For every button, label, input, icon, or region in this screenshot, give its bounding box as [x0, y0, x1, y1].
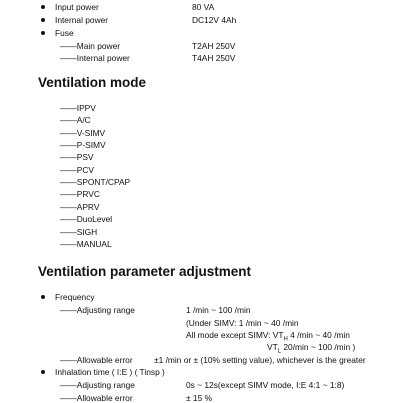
ventilation-mode-item: ——APRV — [60, 201, 100, 212]
ventilation-mode-heading: Ventilation mode — [38, 75, 147, 90]
spec-value: 80 VA — [192, 2, 215, 12]
bullet-icon — [41, 18, 45, 22]
spec-value: DC12V 4Ah — [192, 15, 237, 25]
fuse-label: ——Internal power — [60, 53, 130, 63]
frequency-range-vtl: $VT_L$ 20/min ~ 100 /min ) — [267, 342, 356, 355]
ventilation-mode-item: ——IPPV — [60, 103, 96, 113]
bullet-icon — [41, 370, 45, 374]
inhalation-label: Inhalation time ( I:E ) ( Tinsp ) — [55, 367, 165, 377]
bullet-icon — [41, 31, 45, 35]
ventilation-mode-item: ——DuoLevel — [60, 214, 113, 225]
ventilation-mode-item: ——MANUAL — [60, 238, 112, 249]
inhalation-error-label: ——Allowable error — [60, 393, 133, 403]
inhalation-range-value: 0s ~ 12s(except SIMV mode, I:E 4:1 ~ 1:8) — [186, 380, 345, 390]
frequency-range-label: ——Adjusting range — [60, 305, 135, 315]
frequency-label: Frequency — [55, 292, 95, 302]
ventilation-mode-item: ——SIGH — [60, 226, 98, 237]
bullet-icon — [41, 5, 45, 9]
inhalation-error-value: ± 15 % — [186, 393, 213, 403]
frequency-range-simv: (Under SIMV: 1 /min ~ 40 /min — [186, 318, 299, 328]
ventilation-mode-item: ——PCV — [60, 164, 94, 175]
inhalation-range-label: ——Adjusting range — [60, 380, 135, 390]
spec-label: Input power — [55, 2, 99, 12]
frequency-error-value: ±1 /min or ± (10% setting value), whichever is the greater — [154, 355, 366, 365]
frequency-range-vth: All mode except SIMV: $VT_H$ 4 /min ~ 40 /min — [186, 330, 350, 343]
bullet-icon — [41, 295, 45, 299]
fuse-value: T4AH 250V — [192, 53, 236, 63]
frequency-range-value: 1 /min ~ 100 /min — [186, 305, 251, 315]
spec-label: Fuse — [55, 28, 74, 38]
ventilation-mode-item: ——PRVC — [60, 189, 100, 200]
adjustment-heading: Ventilation parameter adjustment — [38, 264, 252, 279]
ventilation-mode-item: ——A/C — [60, 115, 91, 126]
fuse-label: ——Main power — [60, 41, 121, 51]
ventilation-mode-item: ——V-SIMV — [60, 127, 106, 138]
frequency-error-label: ——Allowable error — [60, 355, 133, 365]
spec-label: Internal power — [55, 15, 109, 25]
fuse-value: T2AH 250V — [192, 41, 236, 51]
ventilation-mode-item: ——PSV — [60, 152, 94, 163]
ventilation-mode-item: ——SPONT/CPAP — [60, 177, 131, 188]
ventilation-mode-item: ——P-SIMV — [60, 140, 106, 151]
